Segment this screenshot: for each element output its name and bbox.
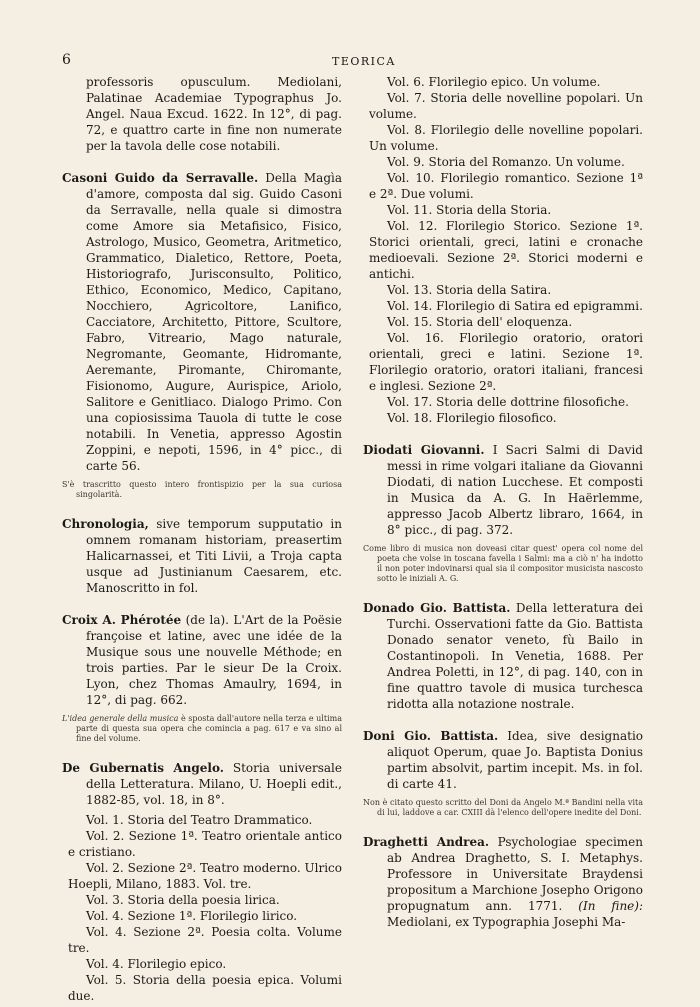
volume-item: Vol. 17. Storia delle dottrine filosofiche. <box>387 395 629 409</box>
entry-degubernatis <box>62 760 342 808</box>
entry-text: Della letteratura dei Turchi. Osservationi fatte da Gio. Battista Donado senator veneto, fù Bailo in Costantinopoli. In Venetia, 1688. Per Andrea Poletti, in 12°, di pag. 140, con in fine quattro tavole di musica turchesca ridotta alla notazione nostrale. <box>387 601 643 711</box>
volume-item: Vol. 6. Florilegio epico. Un volume. <box>387 75 601 89</box>
page-number: 6 <box>62 52 71 68</box>
left-column <box>62 74 342 1004</box>
volume-item: Vol. 16. Florilegio oratorio, oratori orientali, greci e latini. Sezione 1ª. Florilegio oratorio, oratori italiani, francesi e inglesi. Sezione 2ª. <box>369 331 643 393</box>
volume-item: Vol. 7. Storia delle novelline popolari. Un volume. <box>369 91 643 121</box>
volume-item: Vol. 10. Florilegio romantico. Sezione 1ª e 2ª. Due volumi. <box>369 171 643 201</box>
volume-item: Vol. 4. Florilegio epico. <box>86 957 227 971</box>
headword: Diodati Giovanni. <box>363 443 485 457</box>
entry-text: Idea, sive designatio aliquot Operum, quae Jo. Baptista Donius partim absolvit, partim incepit. Ms. in fol. di carte 41. <box>387 729 644 791</box>
entry-casoni <box>62 170 342 474</box>
entry-italic: (In fine): <box>578 899 643 913</box>
entry-diodati <box>363 442 643 538</box>
volume-item: Vol. 3. Storia della poesia lirica. <box>86 893 280 907</box>
volume-item: Vol. 8. Florilegio delle novelline popolari. Un volume. <box>369 123 643 153</box>
headword: Chronologia, <box>62 517 149 531</box>
entry-text: Psychologiae specimen ab Andrea Draghetto, S. I. Metaphys. Professore in Universitate Braydensi propositum a Marchione Josepho Origono propugnatum ann. 1771. <box>387 835 643 913</box>
footnote: Non è citato questo scritto del Doni da Angelo M.ª Bandini nella vita di lui, laddove a car. CXIII dà l'elenco dell'opere inedite del Doni. <box>363 798 643 817</box>
entry-text: Mediolani, ex Typographia Josephi Ma- <box>387 915 626 929</box>
volume-item: Vol. 12. Florilegio Storico. Sezione 1ª. Storici orientali, greci, latini e cronache medioevali. Sezione 2ª. Storici moderni e antichi. <box>369 219 643 281</box>
headword: Donado Gio. Battista. <box>363 601 511 615</box>
volume-item: Vol. 5. Storia della poesia epica. Volumi due. <box>68 973 342 1003</box>
footnote-italic: L'idea generale della musica <box>62 714 179 723</box>
running-head: TEORICA <box>332 55 396 68</box>
entry-donado <box>363 600 643 712</box>
headword: Doni Gio. Battista. <box>363 729 499 743</box>
entry-text: (de la). L'Art de la Poësie françoise et latine, avec une idée de la Musique sous une nouvelle Méthode; en trois parties. Par le sieur De la Croix. Lyon, chez Thomas Amaulry, 1694, in 12°, di pag. 662. <box>86 613 342 707</box>
entry-chronologia <box>62 516 342 596</box>
footnote <box>62 714 342 744</box>
footnote: S'è trascritto questo intero frontispizio per la sua curiosa singolarità. <box>62 480 342 499</box>
entry-doni <box>363 728 643 792</box>
volume-list-left <box>62 812 342 1004</box>
entry-text: I Sacri Salmi di David messi in rime volgari italiane da Giovanni Diodati, di nation Lucchese. Et composti in Musica da A. G. In Haërlemme, appresso Jacob Albertz libraro, 1664, in 8° picc., di pag. 372. <box>387 443 643 537</box>
volume-item: Vol. 11. Storia della Storia. <box>387 203 552 217</box>
volume-item: Vol. 4. Sezione 2ª. Poesia colta. Volume tre. <box>68 925 342 955</box>
volume-item: Vol. 1. Storia del Teatro Drammatico. <box>86 813 313 827</box>
headword: De Gubernatis Angelo. <box>62 761 224 775</box>
volume-item: Vol. 13. Storia della Satira. <box>387 283 552 297</box>
headword: Croix A. Phérotée <box>62 613 182 627</box>
entry-continuation: professoris opusculum. Mediolani, Palatinae Academiae Typographus Jo. Angel. Naua Excud. 1622. In 12°, di pag. 72, e quattro carte in fine non numerate per la tavola delle cose notabili. <box>86 75 342 153</box>
entry-text: Storia universale della Letteratura. Milano, U. Hoepli edit., 1882-85, vol. 18, in 8°. <box>86 761 342 807</box>
entry-draghetti <box>363 834 643 930</box>
volume-item: Vol. 4. Sezione 1ª. Florilegio lirico. <box>86 909 298 923</box>
headword: Draghetti Andrea. <box>363 835 490 849</box>
volume-item: Vol. 2. Sezione 1ª. Teatro orientale antico e cristiano. <box>68 829 342 859</box>
volume-item: Vol. 18. Florilegio filosofico. <box>387 411 557 425</box>
volume-item: Vol. 2. Sezione 2ª. Teatro moderno. Ulrico Hoepli, Milano, 1883. Vol. tre. <box>68 861 342 891</box>
footnote-text: è sposta dall'autore nella terza e ultima parte di questa sua opera che comincia a pag. 617 e va sino al fine del volume. <box>76 714 342 743</box>
right-column <box>363 74 643 946</box>
volume-item: Vol. 9. Storia del Romanzo. Un volume. <box>387 155 625 169</box>
entry-text: sive temporum supputatio in omnem romanam historiam, preasertim Halicarnassei, et Titi Livii, a Troja capta usque ad Justinianum Caesarem, etc. Manoscritto in fol. <box>86 517 342 595</box>
footnote: Come libro di musica non doveasi citar quest' opera col nome del poeta che volse in toscana favella i Salmi: ma a ciò n' ha indotto il non poter indovinarsi qual sia il compositor musicista nascosto sotto le iniziali A. G. <box>363 544 643 583</box>
entry-croix <box>62 612 342 708</box>
headword: Casoni Guido da Serravalle. <box>62 171 259 185</box>
entry-text: Della Magìa d'amore, composta dal sig. Guido Casoni da Serravalle, nella quale si dimostra come Amore sia Metafisico, Fisico, Astrologo, Musico, Geometra, Aritmetico, Grammatico, Dialetico, Rettore, Poeta, Historiografo, Jurisconsulto, Politico, Ethico, Economico, Medico, Capitano, Nocchiero, Agricoltore, Lanifico, Cacciatore, Architetto, Pittore, Scultore, Fabro, Vitreario, Mago naturale, Negromante, Geomante, Hidromante, Aeremante, Piromante, Chiromante, Fisionomo, Augure, Aurispice, Ariolo, Salitore e Genitliaco. Dialogo Primo. Con una copiosissima Tauola di tutte le cose notabili. In Venetia, appresso Agostin Zoppini, e nepoti, 1596, in 4° picc., di carte 56. <box>86 171 342 473</box>
volume-item: Vol. 14. Florilegio di Satira ed epigrammi. <box>387 299 643 313</box>
volume-item: Vol. 15. Storia dell' eloquenza. <box>387 315 573 329</box>
volume-list-right <box>363 74 643 426</box>
